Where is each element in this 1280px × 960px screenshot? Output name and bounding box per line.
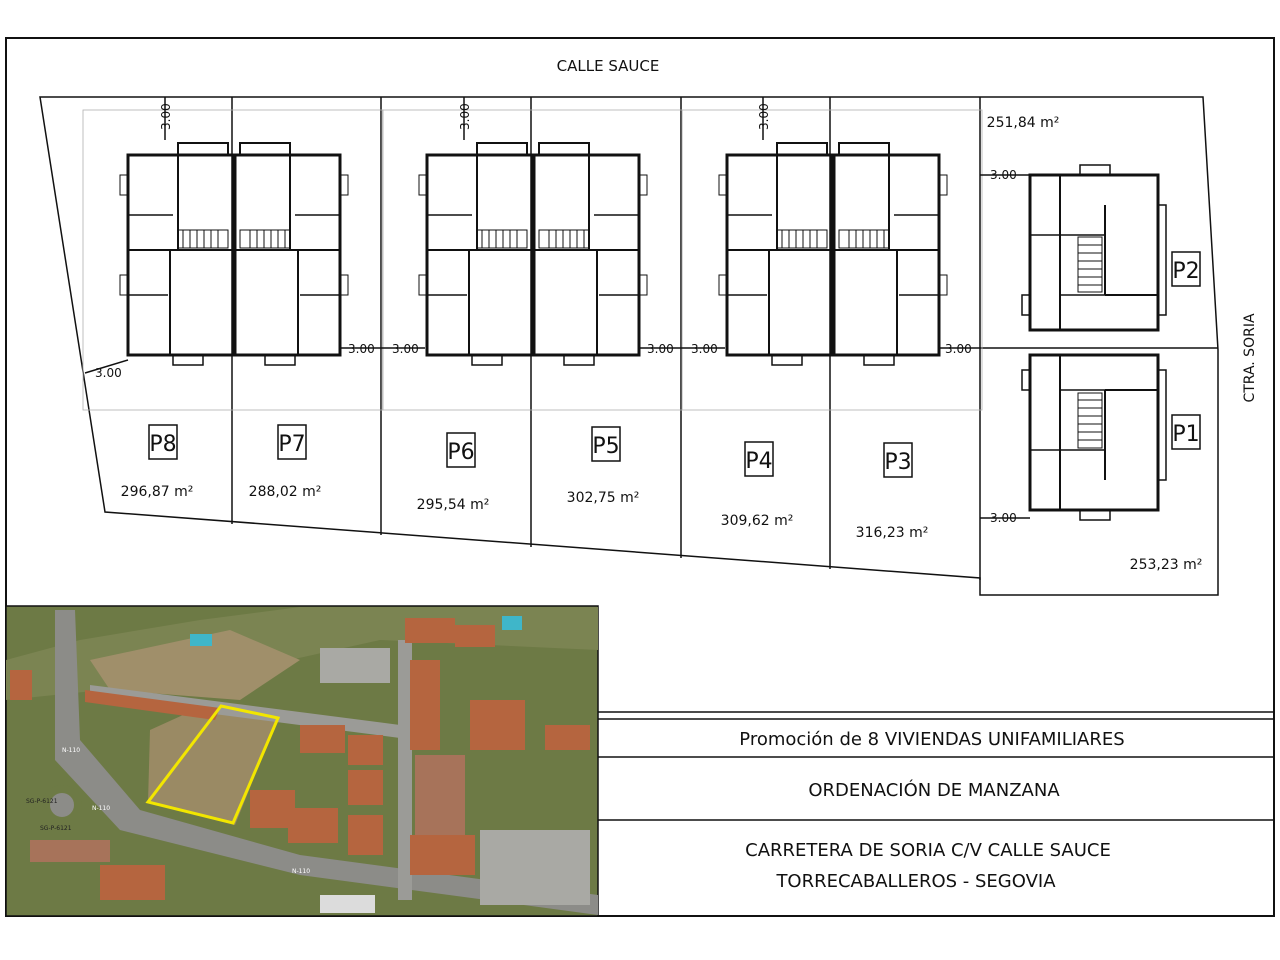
plot-id-p6: P6 xyxy=(447,440,475,465)
title-line-3a: CARRETERA DE SORIA C/V CALLE SAUCE xyxy=(745,840,1111,861)
plot-area-p6: 295,54 m² xyxy=(416,497,490,513)
road-label-1: N-110 xyxy=(62,747,81,754)
plot-id-p1: P1 xyxy=(1172,422,1200,447)
road-label-3: SG-P-6121 xyxy=(40,825,72,832)
house-pair-p6-p5 xyxy=(382,110,682,410)
street-label-top: CALLE SAUCE xyxy=(556,57,660,75)
plot-id-p7: P7 xyxy=(278,432,306,457)
plot-id-p5: P5 xyxy=(592,434,620,459)
plot-area-p1: 253,23 m² xyxy=(1129,557,1203,573)
setback-label-7: 3.00 xyxy=(691,342,718,356)
plot-id-p4: P4 xyxy=(745,449,773,474)
aerial-photo xyxy=(6,606,598,916)
plot-area-p8: 296,87 m² xyxy=(120,484,194,500)
setback-label-5: 3.00 xyxy=(392,342,419,356)
plot-dividers xyxy=(232,97,1218,580)
block-outline xyxy=(40,97,1218,595)
setback-label-8: 3.00 xyxy=(945,342,972,356)
house-p2 xyxy=(1022,165,1166,330)
plot-id-p3: P3 xyxy=(884,450,912,475)
house-pair-p4-p3 xyxy=(682,110,982,410)
road-label-2: SG-P-6121 xyxy=(26,798,58,805)
setback-label-2: 3.00 xyxy=(458,103,472,130)
plot-id-p8: P8 xyxy=(149,432,177,457)
house-p1 xyxy=(1022,355,1166,520)
plot-area-p5: 302,75 m² xyxy=(566,490,640,506)
road-label-4: N-110 xyxy=(92,805,111,812)
setback-label-11: 3.00 xyxy=(95,366,122,380)
plot-area-p3: 316,23 m² xyxy=(855,525,929,541)
street-label-right: CTRA. SORIA xyxy=(1242,313,1258,403)
road-label-5: N-110 xyxy=(292,868,311,875)
plot-area-p2: 251,84 m² xyxy=(986,115,1060,131)
title-block xyxy=(598,712,1274,892)
setback-label-9: 3.00 xyxy=(990,168,1017,182)
plot-id-p2: P2 xyxy=(1172,259,1200,284)
title-line-3b: TORRECABALLEROS - SEGOVIA xyxy=(776,871,1056,892)
title-line-2: ORDENACIÓN DE MANZANA xyxy=(808,780,1060,801)
house-pair-p8-p7 xyxy=(83,110,383,410)
setback-label-3: 3.00 xyxy=(757,103,771,130)
setback-label-1: 3.00 xyxy=(159,103,173,130)
plot-area-p4: 309,62 m² xyxy=(720,513,794,529)
plot-area-p7: 288,02 m² xyxy=(248,484,322,500)
title-line-1: Promoción de 8 VIVIENDAS UNIFAMILIARES xyxy=(739,729,1125,750)
setback-label-6: 3.00 xyxy=(647,342,674,356)
setback-label-4: 3.00 xyxy=(348,342,375,356)
setback-label-10: 3.00 xyxy=(990,511,1017,525)
